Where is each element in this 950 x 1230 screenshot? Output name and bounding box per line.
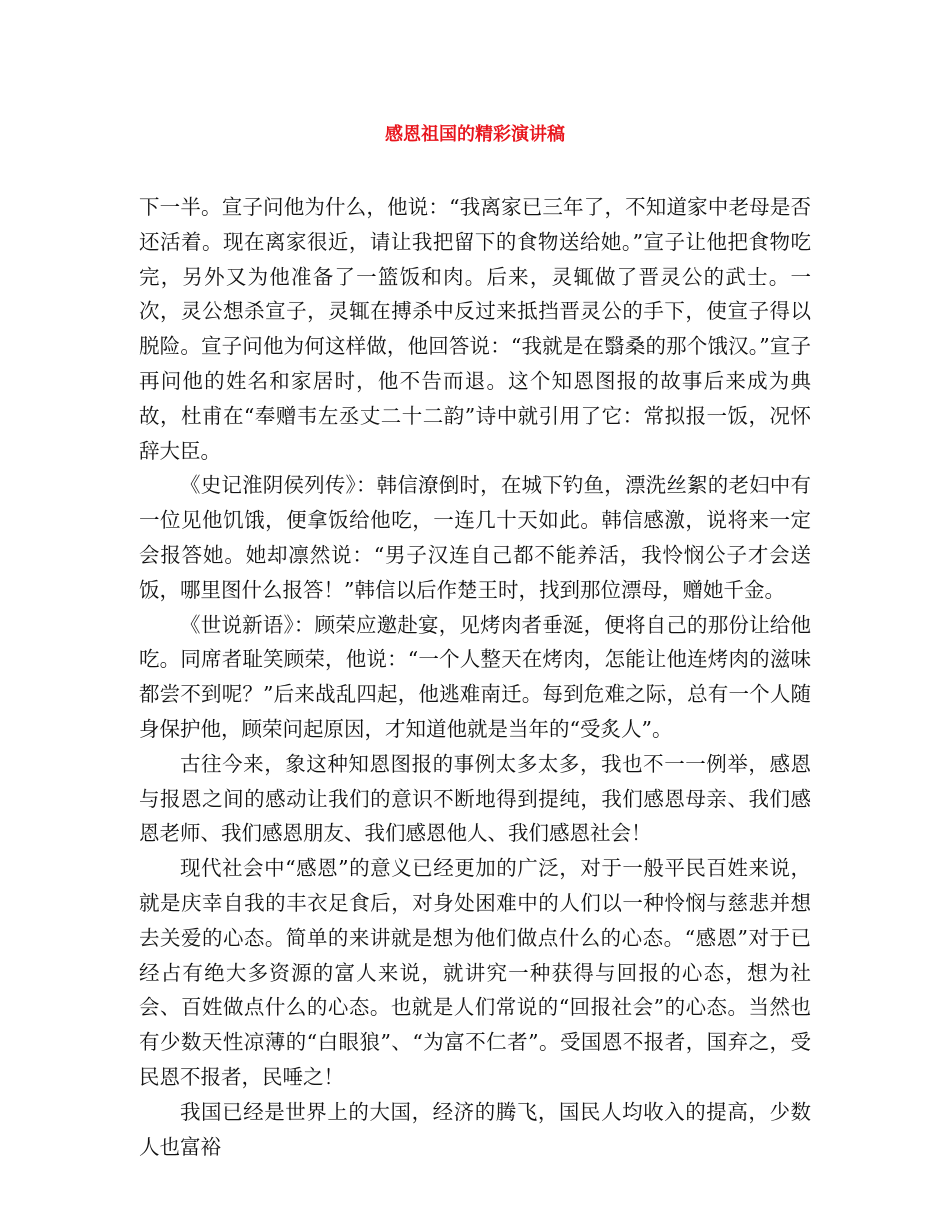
paragraph: 现代社会中“感恩”的意义已经更加的广泛，对于一般平民百姓来说，就是庆幸自我的丰衣足食后，对身处困难中的人们以一种怜悯与慈悲并想去关爱的心态。简单的来讲就是想为他们做点什么的心态。“感恩”对于已经占有绝大多资源的富人来说，就讲究一种获得与回报的心态，想为社会、百姓做点什么的心态。也就是人们常说的“回报社会”的心态。当然也有少数天性凉薄的“白眼狼”、“为富不仁者”。受国恩不报者，国弃之，受民恩不报者，民唾之！ xyxy=(139,856,811,1089)
document-body xyxy=(139,190,811,1164)
paragraph: 古往今来，象这种知恩图报的事例太多太多，我也不一一例举，感恩与报恩之间的感动让我们的意识不断地得到提纯，我们感恩母亲、我们感恩老师、我们感恩朋友、我们感恩他人、我们感恩社会！ xyxy=(139,751,811,846)
paragraph: 《世说新语》：顾荣应邀赴宴，见烤肉者垂涎，便将自己的那份让给他吃。同席者耻笑顾荣，他说：“一个人整天在烤肉，怎能让他连烤肉的滋味都尝不到呢？”后来战乱四起，他逃难南迁。每到危难之际，总有一个人随身保护他，顾荣问起原因，才知道他就是当年的“受炙人”。 xyxy=(139,612,811,741)
paragraph: 我国已经是世界上的大国，经济的腾飞，国民人均收入的提高，少数人也富裕 xyxy=(139,1099,811,1159)
paragraph: 《史记淮阴侯列传》：韩信潦倒时，在城下钓鱼，漂洗丝絮的老妇中有一位见他饥饿，便拿饭给他吃，一连几十天如此。韩信感激，说将来一定会报答她。她却凛然说：“男子汉连自己都不能养活，我怜悯公子才会送饭，哪里图什么报答！”韩信以后作楚王时，找到那位漂母，赠她千金。 xyxy=(139,473,811,602)
paragraph: 下一半。宣子问他为什么，他说：“我离家已三年了，不知道家中老母是否还活着。现在离家很近，请让我把留下的食物送给她。”宣子让他把食物吃完，另外又为他准备了一篮饭和肉。后来，灵辄做了晋灵公的武士。一次，灵公想杀宣子，灵辄在搏杀中反过来抵挡晋灵公的手下，使宣子得以脱险。宣子问他为何这样做，他回答说：“我就是在翳桑的那个饿汉。”宣子再问他的姓名和家居时，他不告而退。这个知恩图报的故事后来成为典故，杜甫在“奉赠韦左丞丈二十二韵”诗中就引用了它：常拟报一饭，况怀辞大臣。 xyxy=(139,195,811,463)
document-title: 感恩祖国的精彩演讲稿 xyxy=(385,124,565,145)
